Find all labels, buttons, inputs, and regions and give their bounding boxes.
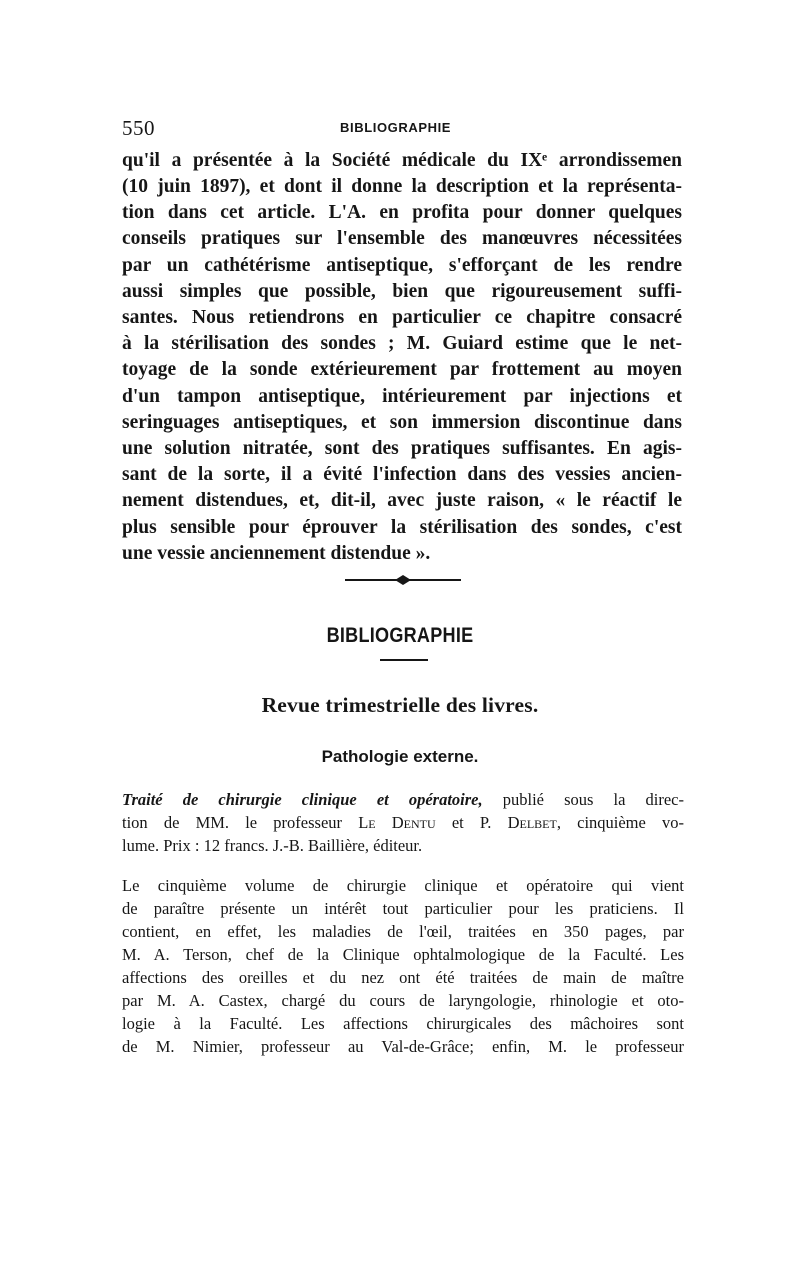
title-rule	[380, 659, 428, 661]
section-title: BIBLIOGRAPHIE	[326, 624, 474, 647]
review-line: Le cinquième volume de chirurgie clinique et opératoire qui vient	[122, 876, 684, 895]
subsection-heading: Pathologie externe.	[321, 747, 479, 766]
body-line: une vessie anciennement distendue ».	[122, 543, 431, 564]
book-reference-line	[122, 811, 684, 834]
body-line: d'un tampon antiseptique, intérieurement par injections et	[122, 386, 682, 407]
review-line: de M. Nimier, professeur au Val-de-Grâce; enfin, M. le professeur	[122, 1037, 684, 1056]
running-head: BIBLIOGRAPHIE	[340, 120, 452, 135]
review-heading: Revue trimestrielle des livres.	[261, 693, 539, 717]
body-line: santes. Nous retiendrons en particulier ce chapitre consacré	[122, 307, 682, 328]
body-line: tion dans cet article. L'A. en profita pour donner quelques	[122, 202, 682, 223]
author-name: Le Dentu	[358, 813, 436, 832]
body-line: nement distendues, et, dit-il, avec juste raison, « le réactif le	[122, 490, 682, 511]
review-line: logie à la Faculté. Les affections chirurgicales des mâchoires sont	[122, 1014, 684, 1033]
body-line: à la stérilisation des sondes ; M. Guiard estime que le net-	[122, 333, 682, 354]
book-reference-text: , cinquième vo-	[556, 813, 685, 832]
body-line: aussi simples que possible, bien que rigoureusement suffi-	[122, 281, 682, 302]
review-line: de paraître présente un intérêt tout particulier pour les praticiens. Il	[122, 899, 684, 918]
body-line: (10 juin 1897), et dont il donne la description et la représenta-	[122, 176, 682, 197]
review-line: affections des oreilles et du nez ont été traitées de main de maître	[122, 968, 684, 987]
body-line: par un cathétérisme antiseptique, s'efforçant de les rendre	[122, 255, 682, 276]
body-line: plus sensible pour éprouver la stérilisation des sondes, c'est	[122, 517, 682, 538]
body-line: toyage de la sonde extérieurement par frottement au moyen	[122, 359, 682, 380]
body-line: une solution nitratée, sont des pratiques suffisantes. En agis-	[122, 438, 682, 459]
body-line: sant de la sorte, il a évité l'infection dans des vessies ancien-	[122, 464, 682, 485]
book-title: Traité de chirurgie clinique et opératoire,	[122, 790, 483, 809]
book-reference-text: publié sous la direc-	[482, 790, 684, 809]
review-line: M. A. Terson, chef de la Clinique ophtalmologique de la Faculté. Les	[122, 945, 684, 964]
body-line: qu'il a présentée à la Société médicale du IXᵉ arrondissemen	[122, 150, 682, 171]
review-line: par M. A. Castex, chargé du cours de laryngologie, rhinologie et oto-	[122, 991, 684, 1010]
section-divider-ornament	[345, 574, 461, 586]
book-reference-line	[122, 788, 684, 811]
page-header	[122, 116, 682, 140]
book-reference-line: lume. Prix : 12 francs. J.-B. Baillière, éditeur.	[122, 836, 423, 855]
body-line: seringuages antiseptiques, et son immersion discontinue dans	[122, 412, 682, 433]
book-reference-text: tion de MM. le professeur	[122, 813, 359, 832]
body-line: conseils pratiques sur l'ensemble des manœuvres nécessitées	[122, 228, 682, 249]
page-number: 550	[122, 116, 155, 140]
review-line: contient, en effet, les maladies de l'œil, traitées en 350 pages, par	[122, 922, 684, 941]
author-name: Delbet	[507, 813, 557, 832]
book-reference-text: et P.	[435, 813, 508, 832]
